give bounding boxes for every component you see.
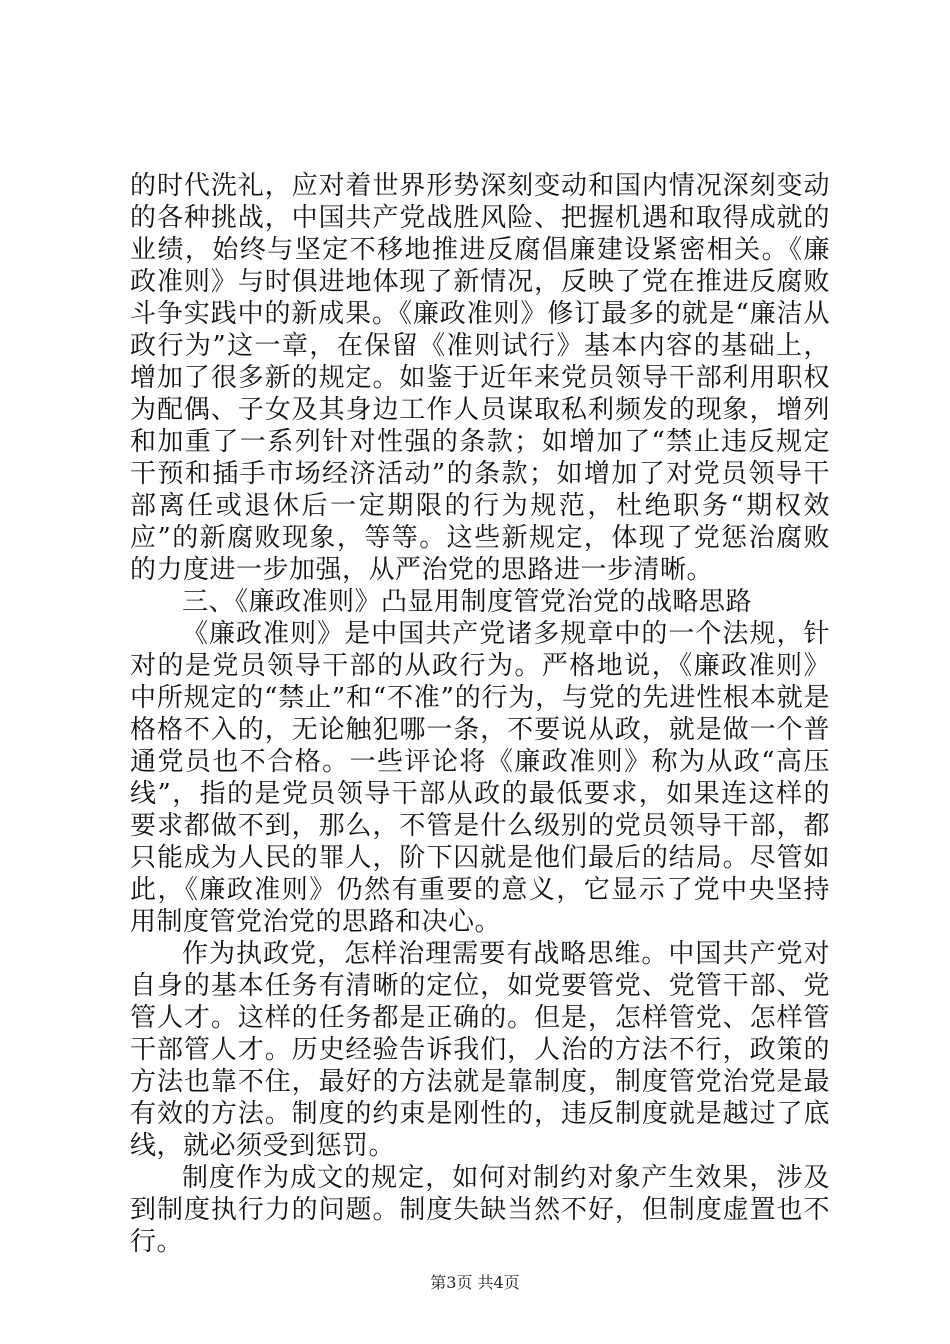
document-body — [130, 170, 830, 1258]
paragraph: 制度作为成文的规定，如何对制约对象产生效果，涉及到制度执行力的问题。制度失缺当然不好，但制度虚置也不行。 — [130, 1163, 830, 1257]
section-heading: 三、《廉政准则》凸显用制度管党治党的战略思路 — [182, 587, 753, 617]
paragraph: 作为执政党，怎样治理需要有战略思维。中国共产党对自身的基本任务有清晰的定位，如党要管党、党管干部、党管人才。这样的任务都是正确的。但是，怎样管党、怎样管干部管人才。历史经验告诉我们，人治的方法不行，政策的方法也靠不住，最好的方法就是靠制度，制度管党治党是最有效的方法。制度的约束是刚性的，违反制度就是越过了底线，就必须受到惩罚。 — [130, 939, 830, 1161]
paragraph: 《廉政准则》是中国共产党诸多规章中的一个法规，针对的是党员领导干部的从政行为。严格地说，《廉政准则》中所规定的“禁止”和“不准”的行为，与党的先进性根本就是格格不入的，无论触犯哪一条，不要说从政，就是做一个普通党员也不合格。一些评论将《廉政准则》称为从政“高压线”，指的是党员领导干部从政的最低要求，如果连这样的要求都做不到，那么，不管是什么级别的党员领导干部，都只能成为人民的罪人，阶下囚就是他们最后的结局。尽管如此，《廉政准则》仍然有重要的意义，它显示了党中央坚持用制度管党治党的思路和决心。 — [130, 619, 830, 937]
page-number-footer: 第3页 共4页 — [430, 1273, 520, 1292]
paragraph-continuation: 的时代洗礼，应对着世界形势深刻变动和国内情况深刻变动的各种挑战，中国共产党战胜风险、把握机遇和取得成就的业绩，始终与坚定不移地推进反腐倡廉建设紧密相关。《廉政准则》与时俱进地体现了新情况，反映了党在推进反腐败斗争实践中的新成果。《廉政准则》修订最多的就是“廉洁从政行为”这一章，在保留《准则试行》基本内容的基础上，增加了很多新的规定。如鉴于近年来党员领导干部利用职权为配偶、子女及其身边工作人员谋取私利频发的现象，增列和加重了一系列针对性强的条款；如增加了“禁止违反规定干预和插手市场经济活动”的条款；如增加了对党员领导干部离任或退休后一定期限的行为规范，杜绝职务“期权效应”的新腐败现象，等等。这些新规定，体现了党惩治腐败的力度进一步加强，从严治党的思路进一步清晰。 — [130, 171, 830, 585]
